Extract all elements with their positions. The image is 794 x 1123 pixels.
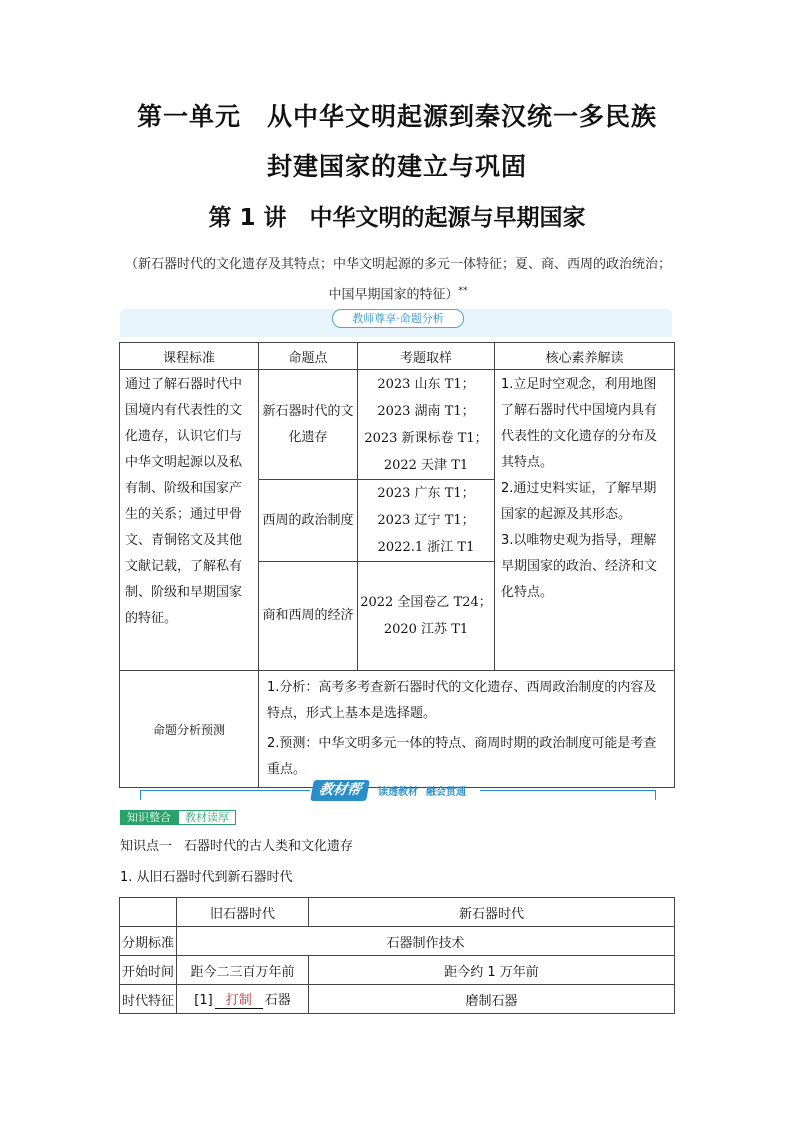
era-row-label: 时代特征 [120, 985, 177, 1014]
textbook-sub-b: 融会贯通 [426, 787, 466, 798]
textbook-banner [140, 780, 656, 802]
era-table [119, 897, 675, 1014]
example-line: 2023 山东 T1； [377, 376, 475, 392]
banner-hook-left [140, 790, 141, 800]
section-heading: 1. 从旧石器时代到新石器时代 [120, 870, 293, 885]
example-line: 2022.1 浙江 T1 [377, 540, 475, 555]
table-row [120, 898, 675, 927]
example-line: 2022 天津 T1 [383, 457, 469, 473]
textbook-subtitle [378, 783, 466, 798]
era-corner [120, 898, 177, 927]
analysis-cell [259, 671, 675, 788]
scope-note [122, 251, 674, 308]
table-row [120, 985, 675, 1014]
table-row [120, 927, 675, 956]
literacy-item: 1.立足时空观念，利用地图了解石器时代中国境内具有代表性的文化遗存的分布及其特点。 [501, 377, 658, 470]
header-literacy: 核心素养解读 [495, 343, 675, 370]
point-cell: 商和西周的经济 [259, 562, 358, 671]
standards-table [119, 342, 675, 788]
era-header-new: 新石器时代 [309, 898, 675, 927]
header-point: 命题点 [259, 343, 358, 370]
example-line: 2020 江苏 T1 [383, 622, 469, 637]
knowledge-point-label: 知识点一 [120, 839, 173, 854]
example-line: 2022 全国卷乙 T24； [360, 595, 492, 610]
table-row [120, 671, 675, 788]
analysis-label: 命题分析预测 [120, 671, 259, 788]
literacy-item: 2.通过史料实证，了解早期国家的起源及其形态。 [501, 481, 657, 522]
literacy-item: 3.以唯物史观为指导，理解早期国家的政治、经济和文化特点。 [501, 533, 658, 600]
era-old-cell [177, 985, 309, 1014]
example-line: 2023 辽宁 T1； [377, 513, 475, 528]
point-cell: 新石器时代的文化遗存 [259, 370, 358, 480]
header-examples: 考题取样 [358, 343, 495, 370]
table-header-row [120, 343, 675, 370]
blank-number: [1] [194, 993, 213, 1008]
knowledge-point-title: 石器时代的古人类和文化遗存 [184, 839, 354, 854]
unit-title-line2: 封建国家的建立与巩固 [266, 152, 527, 181]
point-cell: 西周的政治制度 [259, 480, 358, 562]
examples-cell [358, 562, 495, 671]
course-standard: 通过了解石器时代中国境内有代表性的文化遗存，认识它们与中华文明起源以及私有制、阶级和国家产生的关系；通过甲骨文、青铜铭文及其他文献记载，了解私有制、阶级和早期国家的特征。 [120, 370, 259, 671]
banner-rule-right [480, 790, 656, 791]
table-row [120, 956, 675, 985]
examples-cell [358, 370, 495, 480]
blank-suffix: 石器 [264, 993, 291, 1008]
teacher-banner-label: 教师尊享·命题分析 [332, 309, 464, 328]
header-standard: 课程标准 [120, 343, 259, 370]
unit-title: 第一单元 从中华文明起源到秦汉统一多民族 [136, 102, 657, 131]
example-line: 2023 新课标卷 T1； [364, 430, 488, 446]
era-header-old: 旧石器时代 [177, 898, 309, 927]
tab-knowledge[interactable]: 知识整合 [120, 810, 178, 825]
fill-in-blank[interactable]: 打制 [215, 989, 263, 1009]
examples-cell [358, 480, 495, 562]
era-row-label: 开始时间 [120, 956, 177, 985]
scope-mark: ** [458, 286, 468, 296]
scope-note-text: （新石器时代的文化遗存及其特点；中华文明起源的多元一体特征；夏、商、西周的政治统治；中国早期国家的特征） [124, 257, 671, 303]
banner-rule-left [140, 790, 310, 791]
example-line: 2023 广东 T1； [377, 486, 475, 501]
era-merged-cell: 石器制作技术 [177, 927, 675, 956]
example-line: 2023 湖南 T1； [377, 403, 475, 419]
analysis-item: 2.预测：中华文明多元一体的特点、商周时期的政治制度可能是考查重点。 [267, 736, 657, 777]
era-new-cell: 距今约 1 万年前 [309, 956, 675, 985]
era-old-cell: 距今二三百万年前 [177, 956, 309, 985]
era-new-cell: 磨制石器 [309, 985, 675, 1014]
era-row-label: 分期标准 [120, 927, 177, 956]
textbook-sub-a: 读透教材 [378, 787, 418, 798]
knowledge-point-heading [120, 835, 353, 854]
teacher-banner [120, 309, 672, 337]
textbook-badge: 教材帮 [310, 780, 370, 801]
lecture-title: 第 1 讲 中华文明的起源与早期国家 [208, 205, 586, 231]
tab-textbook[interactable]: 教材读厚 [178, 810, 236, 825]
banner-hook-right [655, 790, 656, 800]
analysis-item: 1.分析：高考多考查新石器时代的文化遗存、西周政治制度的内容及特点，形式上基本是选择题。 [267, 680, 657, 721]
table-row [120, 370, 675, 480]
core-literacy [495, 370, 675, 671]
